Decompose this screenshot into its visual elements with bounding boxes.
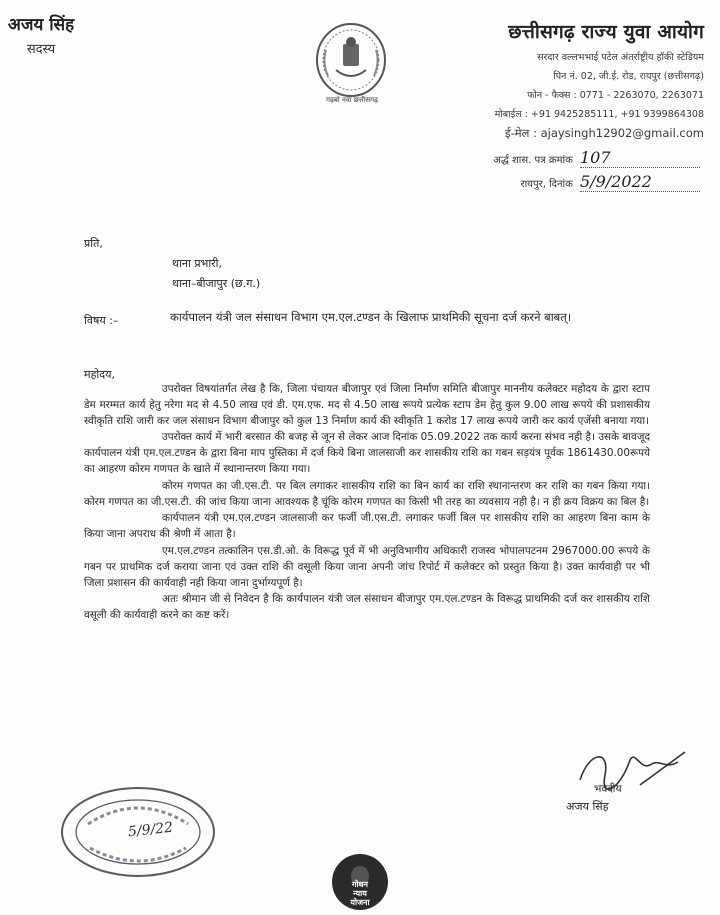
salutation: महोदय, [84, 368, 115, 381]
organization-mobile: मोबाईल : +91 9425285111, +91 9399864308 [494, 109, 704, 120]
recipient-line1: थाना प्रभारी, [172, 257, 223, 270]
body-paragraph: कार्यपालन यंत्री एम.एल.टण्डन जालसाजी कर फर्जी जी.एस.टी. लगाकर फर्जी बिल पर शासकीय राशि का आहरण बिना काम के किया जाना अपराध की श्रेणी में आता है। [84, 512, 650, 541]
reference-number-value: 107 [580, 148, 700, 168]
body-paragraph: उपरोक्त विषयांतर्गत लेख है कि, जिला पंचायत बीजापुर एवं जिला निर्माण समिति बीजापुर माननीय कलेक्टर महोदय के द्वारा स्टाप डेम मरम्मत कार्य हेतु नरेगा मद से 4.50 लाख एवं डी. एम.एफ. मद से 4.50 लाख रूपये प्रत्येक स्टाप डेम हेतु कुल 9.00 लाख रूपये की प्रशासकीय स्वीकृति राशि जारी कर जल संसाधन विभाग बीजापुर को कुल 13 निर्माण कार्य की स्वीकृति 1 करोड 17 लाख रूपये जारी कर कार्य एजेंसी बनाया गया। [84, 383, 650, 427]
recipient-prefix: प्रति, [84, 237, 103, 250]
reference-date [460, 172, 700, 192]
stamp-date: 5/9/22 [127, 819, 174, 841]
letterhead-organization [444, 18, 704, 141]
recipient-line2: थाना–बीजापुर (छ.ग.) [172, 277, 261, 290]
organization-phone: फोन - फैक्स : 0771 - 2263070, 2263071 [527, 90, 704, 101]
footer-logo-line1: गोधन [352, 880, 368, 889]
subject-label: विषय :– [84, 314, 119, 327]
letter-body [84, 382, 650, 625]
handwritten-signature [560, 740, 700, 800]
body-paragraph: अतः श्रीमान जी से निवेदन है कि कार्यपालन यंत्री जल संसाधन बीजापुर एम.एल.टण्डन के विरूद्ध प्राथमिकी दर्ज कर शासकीय राशि वसूली की कार्यवाही करने का कष्ट करें। [84, 593, 650, 622]
organization-email: ई-मेल : ajaysingh12902@gmail.com [504, 126, 704, 140]
footer-logo-line3: योजना [350, 898, 370, 907]
closing-name: अजय सिंह [566, 800, 609, 813]
reference-date-label: रायपुर, दिनांक [520, 179, 573, 190]
reference-number-label: अर्द्ध शास. पत्र क्रमांक [493, 155, 573, 166]
body-paragraph: कोरम गणपत का जी.एस.टी. पर बिल लगाकर शासकीय राशि का बिन कार्य का राशि स्थानान्तरण कर राशि का गबन किया गया। कोरम गणपत का जी.एस.टी. की जांच किया जाना आवश्यक है चूंकि कोरम गणपत का किसी भी तरह का व्यवसाय नही है। न ही क्रय विक्रय का बिल है। [84, 479, 650, 508]
organization-address-line2: पिन नं. 02, जी.ई. रोड, रायपुर (छत्तीसगढ़) [553, 71, 704, 82]
organization-title: छत्तीसगढ़ राज्य युवा आयोग [508, 21, 704, 43]
body-paragraph: उपरोक्त कार्य में भारी बरसात की बजह से जून से लेकर आज दिनांक 05.09.2022 तक कार्य करना संभव नही है। उसके बावजूद कार्यपालन यंत्री एम.एल.टण्डन के द्वारा बिना माप पुस्तिका में दर्ज किये बिना जालसाजी कर शासकीय राशि का गबन सड़यंत्र पूर्वक 1861430.00रूपये का आहरण कोरम गणपत के खाते में स्थानान्तरण किया गया। [84, 431, 650, 475]
emblem-motto: गढ़बो नवा छत्तीसगढ़ [326, 96, 378, 104]
closing-bhavdiya: भवदीय [594, 783, 622, 795]
body-paragraph: एम.एल.टण्डन तत्कालिन एस.डी.ओ. के विरूद्ध पूर्व में भी अनुविभागीय अधिकारी राजस्व भोपालपटनम 2967000.00 रूपये के गबन पर प्राथमिक दर्ज कराया जाना एवं उक्त राशि की वसूली किया जाना अपनी जांच रिपोर्ट में कलेक्टर को प्रस्तुत किया है। उक्त कार्यवाही पर भी जिला प्रशासन की कार्यवाही नही किया जाना दुर्भाग्यपूर्ण है। [84, 544, 650, 589]
sender-role: सदस्य [26, 42, 56, 57]
organization-address-line1: सरदार वल्लभभाई पटेल अंतर्राष्ट्रीय हॉकी स्टेडियम [537, 52, 704, 63]
sender-name: अजय सिंह [7, 15, 75, 35]
subject-text: कार्यपालन यंत्री जल संसाधन विभाग एम.एल.टण्डन के खिलाफ प्राथमिकी सूचना दर्ज करने बाबत्। [170, 310, 572, 324]
reference-date-value: 5/9/2022 [580, 172, 700, 192]
footer-logo-text [328, 880, 392, 907]
sender-block [6, 12, 76, 57]
footer-logo-line2: न्याय [353, 889, 367, 898]
reference-number [460, 148, 700, 168]
